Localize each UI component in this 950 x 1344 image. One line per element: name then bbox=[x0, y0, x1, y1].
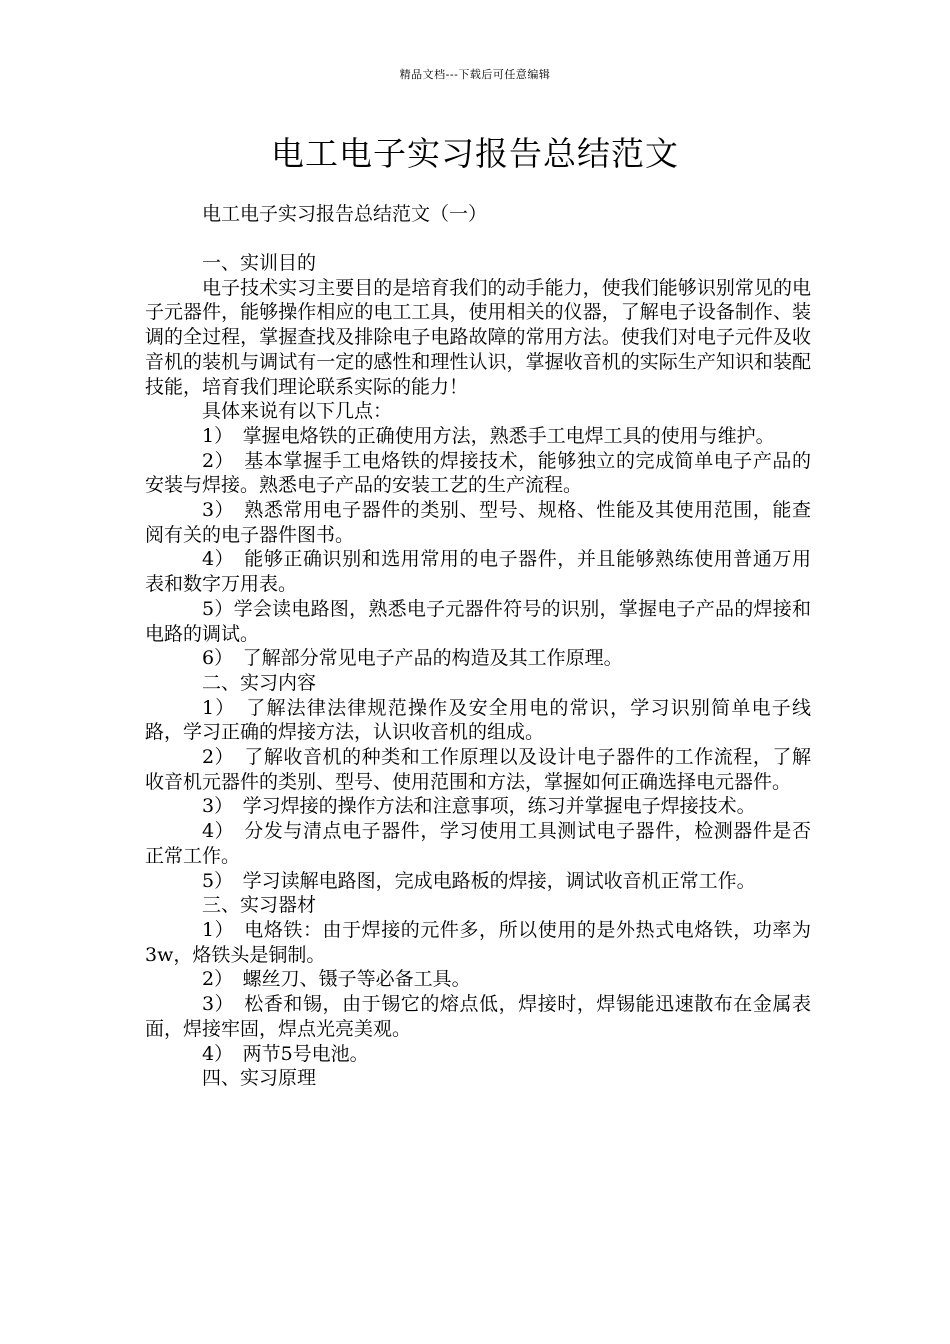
section-heading: 一、实训目的 bbox=[202, 252, 317, 274]
list-item: 2） 了解收音机的种类和工作原理以及设计电子器件的工作流程，了解收音机元器件的类别、型号、使用范围和方法，掌握如何正确选择电元器件。 bbox=[145, 746, 811, 793]
section-heading: 三、实习器材 bbox=[202, 894, 317, 917]
list-item: 4） 两节5号电池。 bbox=[202, 1042, 369, 1065]
section-heading: 二、实习内容 bbox=[202, 671, 317, 694]
list-item: 3） 学习焊接的操作方法和注意事项，练习并掌握电子焊接技术。 bbox=[202, 795, 756, 818]
list-item: 1） 电烙铁：由于焊接的元件多，所以使用的是外热式电烙铁，功率为3w，烙铁头是铜制。 bbox=[145, 918, 811, 966]
list-item: 3） 松香和锡，由于锡它的熔点低，焊接时，焊锡能迅速散布在金属表面，焊接牢固，焊点光亮美观。 bbox=[145, 993, 811, 1040]
list-item: 1） 了解法律法律规范操作及安全用电的常识，学习识别简单电子线路，学习正确的焊接方法，认识收音机的组成。 bbox=[145, 696, 811, 744]
list-item: 3） 熟悉常用电子器件的类别、型号、规格、性能及其使用范围，能查阅有关的电子器件图书。 bbox=[145, 499, 811, 546]
list-item: 4） 分发与清点电子器件，学习使用工具测试电子器件，检测器件是否正常工作。 bbox=[145, 820, 811, 867]
document-title: 电工电子实习报告总结范文 bbox=[271, 134, 679, 173]
document-subtitle: 电工电子实习报告总结范文（一） bbox=[202, 203, 488, 225]
list-item: 6） 了解部分常见电子产品的构造及其工作原理。 bbox=[202, 647, 623, 670]
list-item: 2） 螺丝刀、镊子等必备工具。 bbox=[202, 968, 471, 991]
list-item: 5）学会读电路图，熟悉电子元器件符号的识别，掌握电子产品的焊接和电路的调试。 bbox=[145, 597, 811, 645]
list-item: 1） 掌握电烙铁的正确使用方法，熟悉手工电焊工具的使用与维护。 bbox=[202, 424, 775, 447]
page-header: 精品文档---下载后可任意编辑 bbox=[399, 68, 551, 81]
section-heading: 四、实习原理 bbox=[202, 1067, 317, 1090]
paragraph: 具体来说有以下几点： bbox=[202, 400, 393, 423]
list-item: 2） 基本掌握手工电烙铁的焊接技术，能够独立的完成简单电子产品的安装与焊接。熟悉电子产品的安装工艺的生产流程。 bbox=[145, 449, 811, 497]
document-body bbox=[145, 251, 811, 1091]
list-item: 5） 学习读解电路图，完成电路板的焊接，调试收音机正常工作。 bbox=[202, 869, 756, 892]
paragraph: 电子技术实习主要目的是培育我们的动手能力，使我们能够识别常见的电子元器件，能够操作相应的电工工具，使用相关的仪器，了解电子设备制作、装调的全过程，掌握查找及排除电子电路故障的常用方法。使我们对电子元件及收音机的装机与调试有一定的感性和理性认识，掌握收音机的实际生产知识和装配技能，培育我们理论联系实际的能力！ bbox=[145, 276, 811, 398]
list-item: 4） 能够正确识别和选用常用的电子器件，并且能够熟练使用普通万用表和数字万用表。 bbox=[145, 548, 811, 596]
